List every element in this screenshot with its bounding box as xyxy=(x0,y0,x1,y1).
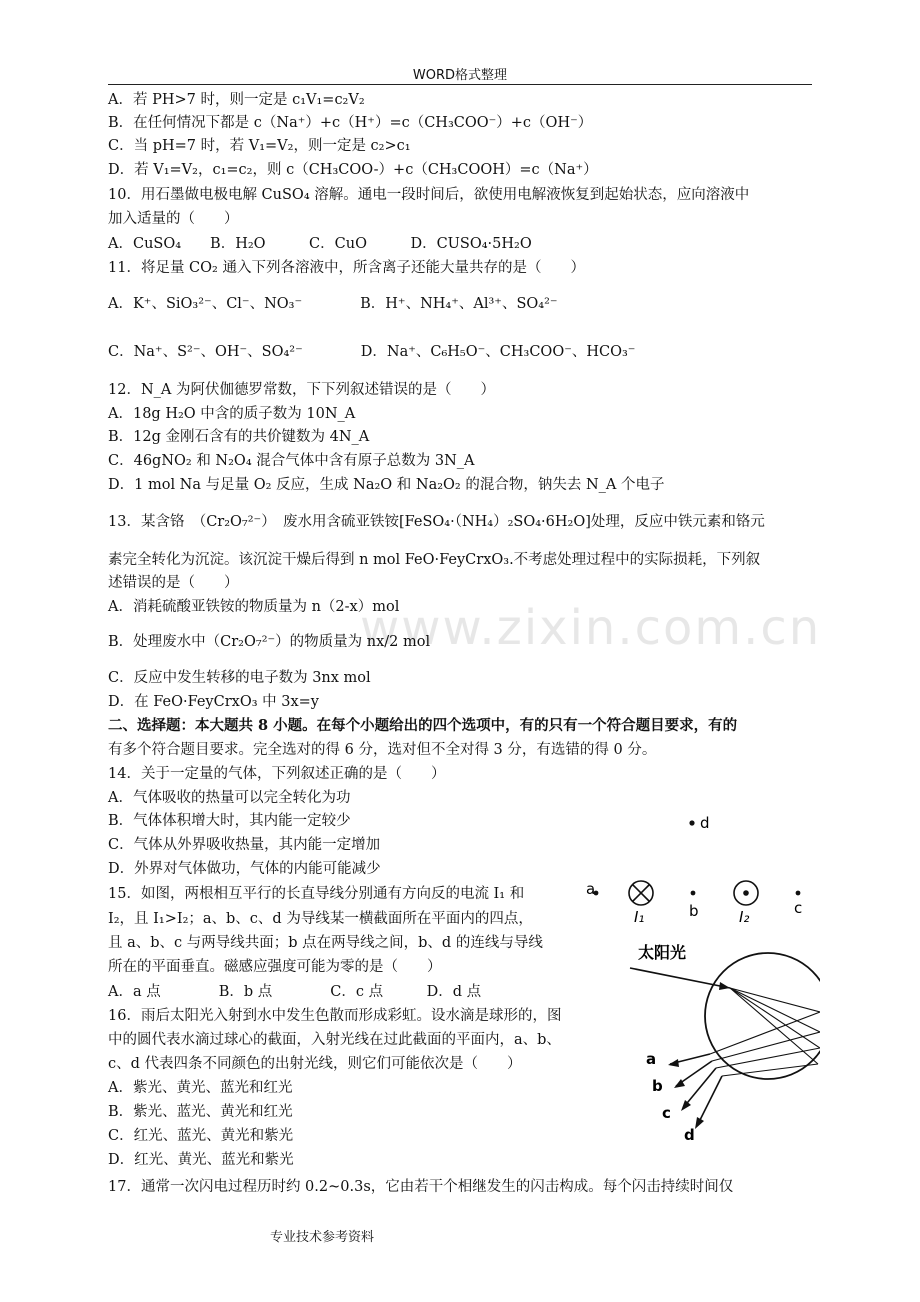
ray-label-c: c xyxy=(662,1104,671,1122)
page-footer: 专业技术参考资料 xyxy=(270,1230,375,1245)
text-line: 14．关于一定量的气体，下列叙述正确的是（ ） xyxy=(108,766,446,782)
text-line: B．12g 金刚石含有的共价键数为 4N_A xyxy=(108,429,370,445)
text-line: I₂，且 I₁>I₂；a、b、c、d 为导线某一横截面所在平面内的四点， xyxy=(108,911,533,927)
incident-ray xyxy=(630,968,730,988)
text-line: 中的圆代表水滴过球心的截面，入射光线在过此截面的平面内，a、b、 xyxy=(108,1032,561,1048)
text-line: B．气体体积增大时，其内能一定较少 xyxy=(108,813,351,829)
text-line: C．46gNO₂ 和 N₂O₄ 混合气体中含有原子总数为 3N_A xyxy=(108,453,475,469)
point-b-dot xyxy=(691,891,696,896)
text-line: D．1 mol Na 与足量 O₂ 反应，生成 Na₂O 和 Na₂O₂ 的混合物，钠失去 N_A 个电子 xyxy=(108,477,665,493)
page-header: WORD格式整理 xyxy=(412,68,508,83)
text-line: C．当 pH=7 时，若 V₁=V₂，则一定是 c₂>c₁ xyxy=(108,138,411,154)
text-line: A．CuSO₄ B．H₂O C．CuO D．CUSO₄·5H₂O xyxy=(108,236,532,252)
text-line: D．若 V₁=V₂，c₁=c₂，则 c（CH₃COO-）+c（CH₃COOH）=c（Na⁺） xyxy=(108,162,598,178)
watermark: www.zixin.com.cn xyxy=(360,600,822,656)
label-I2: I₂ xyxy=(739,908,750,926)
label-a: a xyxy=(586,880,596,898)
point-d-dot xyxy=(689,820,694,825)
text-line: 有多个符合题目要求。完全选对的得 6 分，选对但不全对得 3 分，有选错的得 0 分。 xyxy=(108,742,657,758)
text-line: c、d 代表四条不同颜色的出射光线，则它们可能依次是（ ） xyxy=(108,1056,522,1072)
text-line: 13．某含铬 （Cr₂O₇²⁻） 废水用含硫亚铁铵[FeSO₄·（NH₄）₂SO₄·6H₂O]处理，反应中铁元素和铬元 xyxy=(108,514,765,530)
text-line: 所在的平面垂直。磁感应强度可能为零的是（ ） xyxy=(108,959,442,975)
wires-figure xyxy=(580,806,820,926)
text-line: 素完全转化为沉淀。该沉淀干燥后得到 n mol FeO·FeyCrxO₃.不考虑处理过程中的实际损耗，下列叙 xyxy=(108,552,761,568)
text-line: A．气体吸收的热量可以完全转化为功 xyxy=(108,790,351,806)
text-line: D．在 FeO·FeyCrxO₃ 中 3x=y xyxy=(108,694,319,710)
ray-c xyxy=(683,1068,716,1108)
text-line: C．Na⁺、S²⁻、OH⁻、SO₄²⁻ D．Na⁺、C₆H₅O⁻、CH₃COO⁻、HCO₃⁻ xyxy=(108,344,636,360)
sunlight-label: 太阳光 xyxy=(638,943,687,962)
point-c-dot xyxy=(796,891,801,896)
header-rule xyxy=(108,84,812,85)
ray-label-a: a xyxy=(646,1050,657,1068)
section-heading: 二、选择题：本大题共 8 小题。在每个小题给出的四个选项中，有的只有一个符合题目要求，有的 xyxy=(108,717,738,734)
text-line: 12．N_A 为阿伏伽德罗常数，下下列叙述错误的是（ ） xyxy=(108,382,495,398)
label-b: b xyxy=(689,902,699,920)
text-line: A．K⁺、SiO₃²⁻、Cl⁻、NO₃⁻ B．H⁺、NH₄⁺、Al³⁺、SO₄²⁻ xyxy=(108,296,558,312)
text-line: B．紫光、蓝光、黄光和红光 xyxy=(108,1104,293,1120)
text-line: 15．如图，两根相互平行的长直导线分别通有方向反的电流 I₁ 和 xyxy=(108,886,525,902)
text-line: 17．通常一次闪电过程历时约 0.2~0.3s，它由若干个相继发生的闪击构成。每个闪击持续时间仅 xyxy=(108,1179,734,1195)
text-line: A．紫光、黄光、蓝光和红光 xyxy=(108,1080,293,1096)
ray-label-b: b xyxy=(652,1077,663,1095)
text-line: 述错误的是（ ） xyxy=(108,575,239,591)
text-line: A．a 点 B．b 点 C．c 点 D．d 点 xyxy=(108,984,482,1000)
text-line: B．在任何情况下都是 c（Na⁺）+c（H⁺）=c（CH₃COO⁻）+c（OH⁻） xyxy=(108,115,593,131)
text-line: D．红光、黄光、蓝光和紫光 xyxy=(108,1152,294,1168)
rainbow-droplet-figure xyxy=(580,936,820,1148)
text-line: A．若 PH>7 时，则一定是 c₁V₁=c₂V₂ xyxy=(108,92,365,108)
text-line: C．气体从外界吸收热量，其内能一定增加 xyxy=(108,837,381,853)
label-d: d xyxy=(700,814,710,832)
text-line: B．处理废水中（Cr₂O₇²⁻）的物质量为 nx/2 mol xyxy=(108,634,431,650)
ray-label-d: d xyxy=(684,1126,695,1144)
text-line: 且 a、b、c 与两导线共面；b 点在两导线之间，b、d 的连线与导线 xyxy=(108,935,543,951)
text-line: C．红光、蓝光、黄光和紫光 xyxy=(108,1128,294,1144)
ray-d xyxy=(697,1076,722,1126)
label-c: c xyxy=(794,899,803,917)
text-line: D．外界对气体做功，气体的内能可能减少 xyxy=(108,861,381,877)
text-line: 16．雨后太阳光入射到水中发生色散而形成彩虹。设水滴是球形的，图 xyxy=(108,1008,562,1024)
text-line: 加入适量的（ ） xyxy=(108,211,239,227)
text-line: A．消耗硫酸亚铁铵的物质量为 n（2-x）mol xyxy=(108,599,400,615)
text-line: 11．将足量 CO₂ 通入下列各溶液中，所含离子还能大量共存的是（ ） xyxy=(108,260,585,276)
text-line: C．反应中发生转移的电子数为 3nx mol xyxy=(108,670,371,686)
text-line: A．18g H₂O 中含的质子数为 10N_A xyxy=(108,406,356,422)
label-I1: I₁ xyxy=(634,908,645,926)
text-line: 10．用石墨做电极电解 CuSO₄ 溶解。通电一段时间后，欲使用电解液恢复到起始状态，应向溶液中 xyxy=(108,187,750,203)
